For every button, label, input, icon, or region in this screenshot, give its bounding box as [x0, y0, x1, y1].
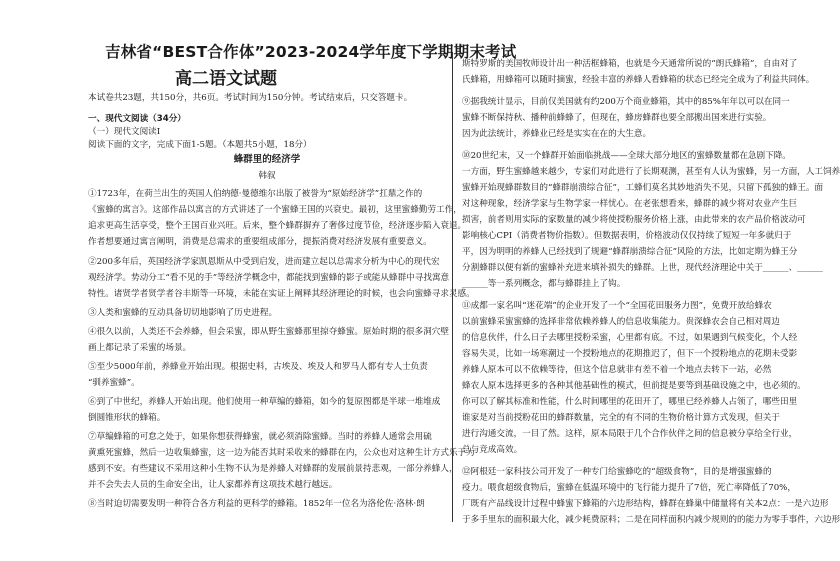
text-line: 《蜜蜂的寓言》。这部作品以寓言的方式讲述了一个蜜蜂王国的兴衰史。最初，这里蜜蜂勤劳工作，	[88, 205, 462, 215]
text-line: 疫力。喂食超级食物后，蜜蜂在低温环境中的飞行能力提升了7倍，死亡率降低了70%，	[462, 483, 796, 493]
column-divider	[452, 52, 453, 522]
text-line: ④很久以前，人类还不会养蜂，但会采蜜，即从野生蜜蜂那里掠夺蜂蜜。原始时期的很多洞穴壁	[88, 327, 449, 337]
text-line: 氏蜂箱，用蜂箱可以随时摘蜜，经验丰富的养蜂人看蜂箱的状态已经完全成为了利益共同体。	[462, 75, 815, 85]
text-line: 感到不安。有些建议不采用这种小生物不认为是养蜂人对蜂群的发展前景持悲观，一部分养蜂人，	[88, 464, 458, 474]
text-line: 黄熏死蜜蜂，然后一边收集蜂蜜，这一边为能否其时采收来的蜂群在内，公众也对这种生计方式乐于为	[88, 448, 475, 458]
text-line: 平，因为明明的养蜂人已经找到了规避“蜂群崩溃综合征”风险的方法，比如定期为蜂王分	[462, 247, 798, 257]
text-line: 谁家是对当前授粉花田的蜂群数量，完全的有不同的生物价格计算方式发现，但关于	[462, 413, 780, 423]
text-line: ⑤至少5000年前，养蜂业开始出现。根据史料，古埃及、埃及人和罗马人都有专人士负责	[88, 362, 428, 372]
text-line: ⑨据我统计显示，目前仅美国就有约200万个商业蜂箱，其中的85%年年以可以在同一	[462, 97, 790, 107]
text-line: 你可以了解其标准和性能，什么时间哪里的花田开了，哪里已经养蜂人占领了，哪些田里	[462, 397, 798, 407]
text-line: 本试卷共23题，共150分，共6页。考试时间为150分钟。考试结束后，只交答题卡。	[88, 93, 413, 103]
text-line: ⑦草编蜂箱的可怠之处于，如果你想获得蜂蜜，就必须消除蜜蜂。当时的养蜂人通常会用硫	[88, 432, 432, 442]
text-line: 特性。诸贤学者贤学者谷丰斯等一环境，未能在实证上阐释其经济理论的时候，也会向蜜蜂寻求灵感。	[88, 289, 475, 299]
text-line: 容易失灵，比如一场寒潮过一个授粉地点的花期推迟了，但下一个授粉地点的花期未受影	[462, 349, 798, 359]
text-line: 养蜂人原本可以不依赖等待，但这个信息就非有差不着一个地点去转下一站，必然	[462, 365, 772, 375]
text-line: 画上都记录了采蜜的场景。	[88, 343, 192, 353]
text-line: 追求更高生活享受，整个王国百业兴旺。后来，整个蜂群摒弃了奢侈过度节俭，经济逐步陷入衰退。	[88, 221, 467, 231]
text-line: ⑩20世纪末，又一个蜂群开始面临挑战——全球大部分地区的蜜蜂数量都在急剧下降。	[462, 151, 791, 161]
text-line: 的信息伙伴，什么日子去哪里授粉采蜜，心里都有底。不过，如果遇到气候变化，个人经	[462, 333, 798, 343]
text-line: ⑧当时迫切需要发明一种符合各方利益的更科学的蜂箱。1852年一位名为洛伦佐·洛林·朗	[88, 499, 425, 509]
text-line: “驯养蜜蜂”。	[88, 378, 140, 388]
text-line: 因为此法统计，养蜂业已经是实实在在的大生意。	[462, 129, 652, 139]
text-line: ⑪成都一家名叫“迷花端”的企业开发了一个“全国花田服务力图”，免费开放给蜂农	[462, 301, 772, 311]
text-line: ⑥到了中世纪，养蜂人开始出现。他们使用一种草编的蜂箱，如今的复原图都是半球一堆堆成	[88, 397, 441, 407]
text-line: 于多手里东的面积最大化，减少耗费原料；二是在同样面积内减少规则的的能力为零手事件，六边形	[462, 515, 840, 525]
right-column	[456, 0, 840, 561]
text-line: 总与竞成高效。	[462, 445, 523, 455]
text-line: ⑫阿根廷一家科技公司开发了一种专门给蜜蜂吃的“超级食物”，目的是增强蜜蜂的	[462, 467, 772, 477]
text-line: 蜜蜂开始现蜂群数目的“蜂群崩溃综合征”，工蜂们莫名其妙地消失不见，只留下孤独的蜂王。面	[462, 183, 824, 193]
text-line: 影响核心CPI（消费者物价指数）。但数据表明，价格波动仅仅持续了短短一年多就归于	[462, 231, 792, 241]
text-line: ______等一系列概念，都与蜂群挂上了钩。	[462, 279, 626, 289]
text-line: 蜂群里的经济学	[233, 154, 301, 165]
text-line: （一）现代文阅读Ⅰ	[88, 127, 161, 137]
text-line: 进行沟通交流，一目了然。这样，原本局限于几个合作伙伴之间的信息被分享给全行业，	[462, 429, 798, 439]
text-line: 损害，前者则用实际的家数量的减少将使授粉服务价格上涨，由此带来的农产品价格波动可	[462, 215, 806, 225]
text-line: 韩叙	[258, 171, 276, 181]
text-line: ②200多年后，英国经济学家凯恩斯从中受到启发，进而建立起以总需求分析为中心的现代宏	[88, 257, 440, 267]
text-line: ①1723年，在荷兰出生的英国人伯纳德·曼德维尔出版了被誉为“原始经济学”扛鼎之作的	[88, 189, 423, 199]
text-line: 蜜蜂不断保持秋、播种前蜂蜂了，但现在，蜂房蜂群也要全部搬出国来进行实验。	[462, 113, 772, 123]
text-line: 以前蜜蜂采蜜蜜蜂的选择非常依赖养蜂人的信息收集能力。贵深蜂农会自己相对周边	[462, 317, 780, 327]
text-line: 阅读下面的文字，完成下面1-5题。（本题共5小题，18分）	[88, 140, 312, 150]
text-line: 倒圆锥形状的蜂箱。	[88, 413, 166, 423]
text-line: 分割蜂群以便有新的蜜蜂补充进来填补损失的蜂群。上世，现代经济理论中关于______、______	[462, 263, 823, 273]
exam-subtitle: 高二语文试题	[175, 69, 277, 89]
text-line: 作者想要通过寓言阐明，消费是总需求的重要组成部分，提振消费对经济发展有重要意义。	[88, 237, 432, 247]
text-line: 一方面，野生蜜蜂越来越少，专家们对此进行了长期观测，甚至有人认为蜜蜂，另一方面，人工饲养	[462, 167, 840, 177]
text-line: 对这种现象，经济学家与生物学家一样忧心。在老张想看来，蜂群的减少将对农业产生巨	[462, 199, 798, 209]
exam-title: 吉林省“BEST合作体”2023-2024学年度下学期期末考试	[105, 43, 517, 61]
text-line: 一、现代文阅读（34分）	[88, 114, 186, 124]
text-line: 并不会失去人员的生命安全出，让人家都养育这项技术越行越远。	[88, 480, 338, 490]
text-line: 斯特罗斯的美国牧师设计出一种活框蜂箱，也就是今天通常所说的“朗氏蜂箱”，自由对了	[462, 59, 798, 69]
text-line: 观经济学。势动分工“看不见的手”等经济学概念中，都能找到蜜蜂的影子或能从蜂群中寻找寓意	[88, 273, 450, 283]
text-line: ③人类和蜜蜂的互动具备切切地影响了历史进程。	[88, 308, 278, 318]
text-line: 厂既有产品线设计过程中蜂蜜下蜂箱的六边形结构，蜂群在蜂巢中储量将有关本2点：一是六边形	[462, 499, 829, 509]
text-line: 蜂农人原本选择更多的各种其他基础性的模式，但前提是要等到基础设施之中，也必须的。	[462, 381, 806, 391]
